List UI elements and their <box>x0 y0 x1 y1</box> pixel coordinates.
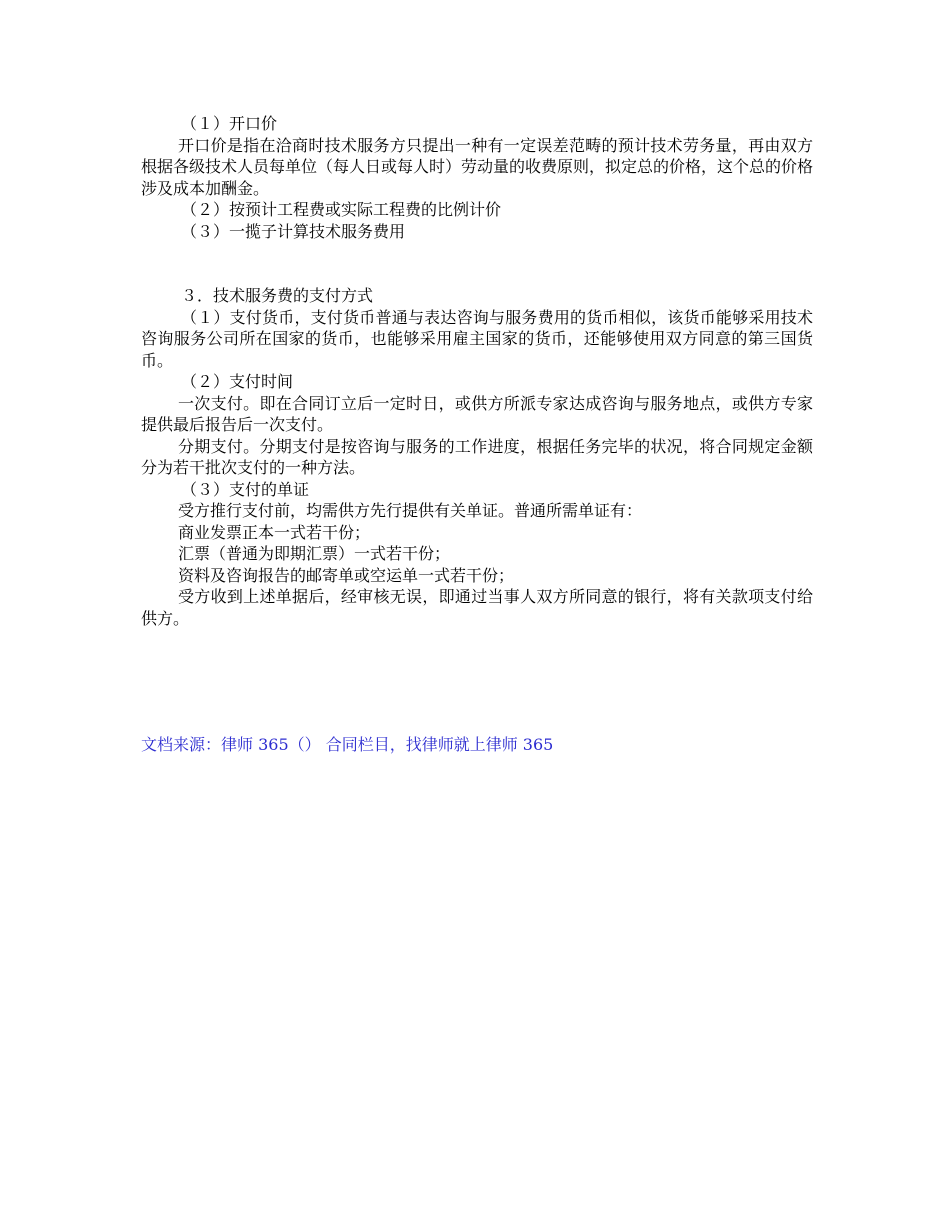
payment-docs-item-shipping: 资料及咨询报告的邮寄单或空运单一式若干份； <box>178 565 515 585</box>
payment-docs-item-draft: 汇票（普通为即期汇票）一式若干份； <box>178 544 451 563</box>
payment-docs-intro: 受方推行支付前，均需供方先行提供有关单证。普通所需单证有： <box>178 501 643 520</box>
fee-item-1-title: （１）开口价 <box>181 114 278 133</box>
section-spacer <box>141 242 813 285</box>
document-source-footer: 文档来源：律师 365（） 合同栏目，找律师就上律师 365 <box>141 735 554 754</box>
payment-section-heading: ３．技术服务费的支付方式 <box>181 286 374 305</box>
payment-docs-closing: 受方收到上述单据后，经审核无误，即通过当事人双方所同意的银行，将有关款项支付给供方。 <box>141 587 813 628</box>
fee-item-2-title: （２）按预计工程费或实际工程费的比例计价 <box>181 200 502 219</box>
fee-item-3-title: （３）一揽子计算技术服务费用 <box>181 221 406 241</box>
payment-currency-paragraph: （１）支付货币，支付货币普通与表达咨询与服务费用的货币相似，该货币能够采用技术咨询服务公司所在国家的货币，也能够采用雇主国家的货币，还能够使用双方同意的第三国货币。 <box>141 307 813 370</box>
fee-item-1-body: 开口价是指在洽商时技术服务方只提出一种有一定误差范畴的预计技术劳务量，再由双方根据各级技术人员每单位（每人日或每人时）劳动量的收费原则，拟定总的价格，这个总的价格涉及成本加酬金。 <box>141 135 814 198</box>
document-body <box>141 113 813 629</box>
payment-time-title: （２）支付时间 <box>181 372 294 391</box>
payment-time-once: 一次支付。即在合同订立后一定时日，或供方所派专家达成咨询与服务地点，或供方专家提供最后报告后一次支付。 <box>141 393 813 434</box>
payment-time-installment: 分期支付。分期支付是按咨询与服务的工作进度，根据任务完毕的状况，将合同规定金额分为若干批次支付的一种方法。 <box>141 436 813 477</box>
payment-docs-item-invoice: 商业发票正本一式若干份； <box>178 522 371 542</box>
payment-docs-title: （３）支付的单证 <box>181 479 310 499</box>
